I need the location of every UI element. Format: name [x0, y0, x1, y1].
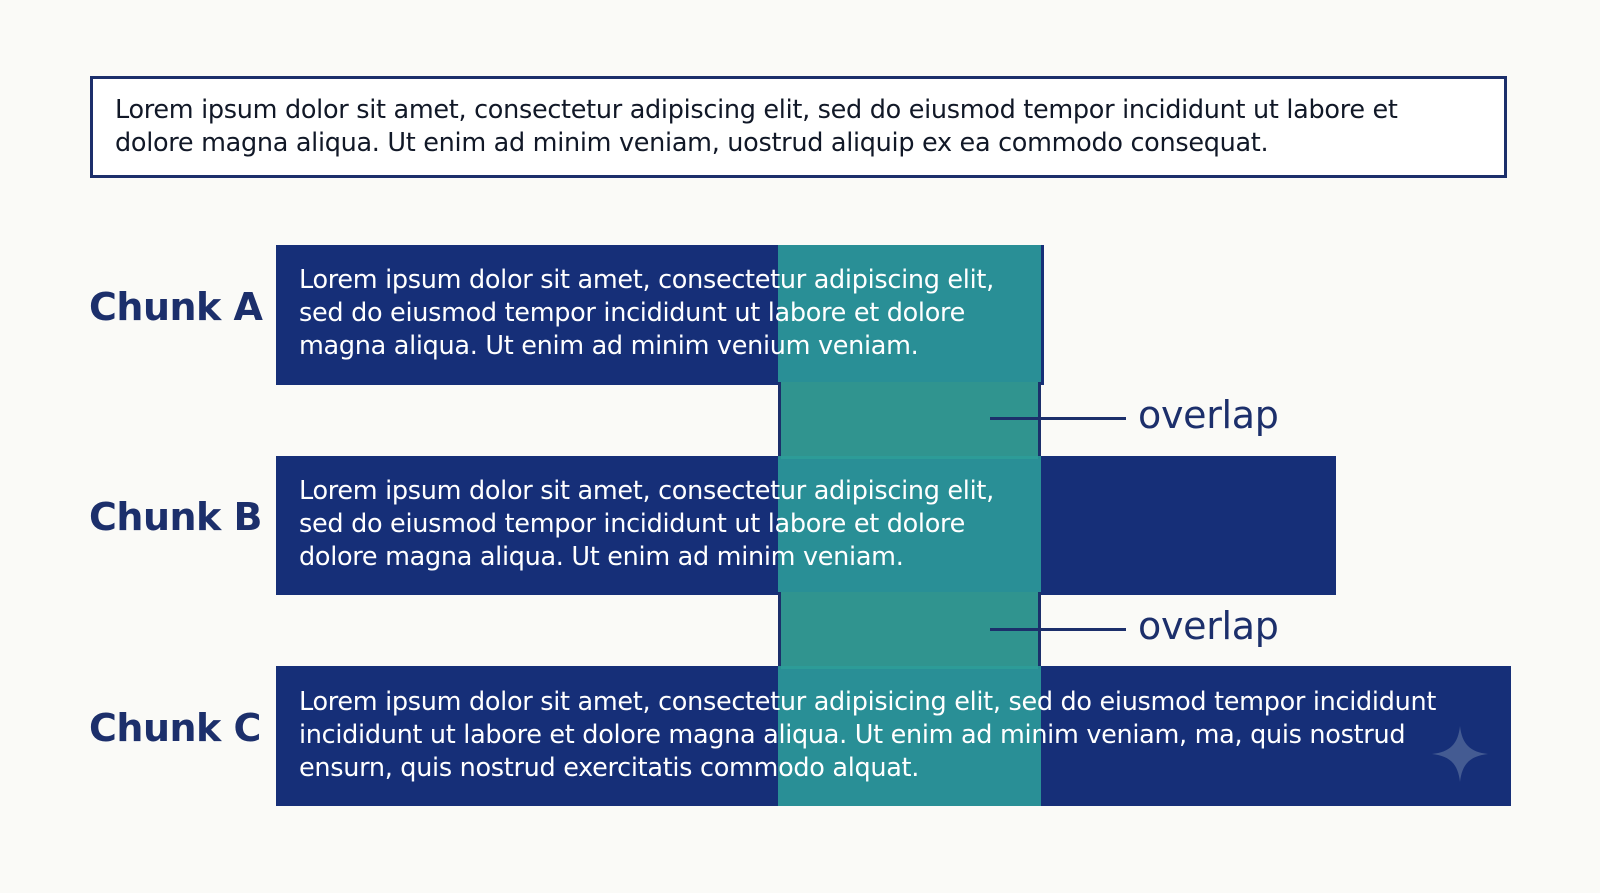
overlap-label-2: overlap — [1138, 604, 1279, 648]
chunk-b-label: Chunk B — [89, 495, 263, 539]
chunk-c-line-3: ensurn, quis nostrud exercitatis commodo alquat. — [299, 753, 920, 783]
chunk-a-line-1: Lorem ipsum dolor sit amet, consectetur adipiscing elit, — [299, 265, 994, 295]
chunk-b-text — [299, 475, 994, 574]
chunk-a-text — [299, 264, 994, 363]
chunk-c-line-2: incididunt ut labore et dolore magna aliqua. Ut enim ad minim veniam, ma, quis nostrud — [299, 720, 1406, 750]
source-text-line-2: dolore magna aliqua. Ut enim ad minim veniam, uostrud aliquip ex ea commodo consequat. — [115, 128, 1269, 158]
chunk-b-line-3: dolore magna aliqua. Ut enim ad minim veniam. — [299, 542, 904, 572]
overlap-band-gap-1 — [778, 382, 1041, 459]
source-text-box — [90, 76, 1507, 178]
chunk-a-line-3: magna aliqua. Ut enim ad minim venium veniam. — [299, 331, 919, 361]
chunk-a-label: Chunk A — [89, 285, 263, 329]
chunk-c-text — [299, 686, 1436, 785]
chunk-c-label: Chunk C — [89, 706, 261, 750]
chunk-b-line-2: sed do eiusmod tempor incididunt ut labore et dolore — [299, 509, 966, 539]
source-text-line-1: Lorem ipsum dolor sit amet, consectetur adipiscing elit, sed do eiusmod tempor incididunt ut labore et — [115, 95, 1398, 125]
sparkle-icon — [1430, 724, 1490, 784]
overlap-label-1: overlap — [1138, 393, 1279, 437]
chunk-b-line-1: Lorem ipsum dolor sit amet, consectetur adipiscing elit, — [299, 476, 994, 506]
overlap-leader-line-1 — [990, 417, 1126, 420]
chunk-a-line-2: sed do eiusmod tempor incididunt ut labore et dolore — [299, 298, 966, 328]
chunk-c-line-1: Lorem ipsum dolor sit amet, consectetur adipisicing elit, sed do eiusmod tempor incididunt — [299, 687, 1437, 717]
overlap-leader-line-2 — [990, 628, 1126, 631]
